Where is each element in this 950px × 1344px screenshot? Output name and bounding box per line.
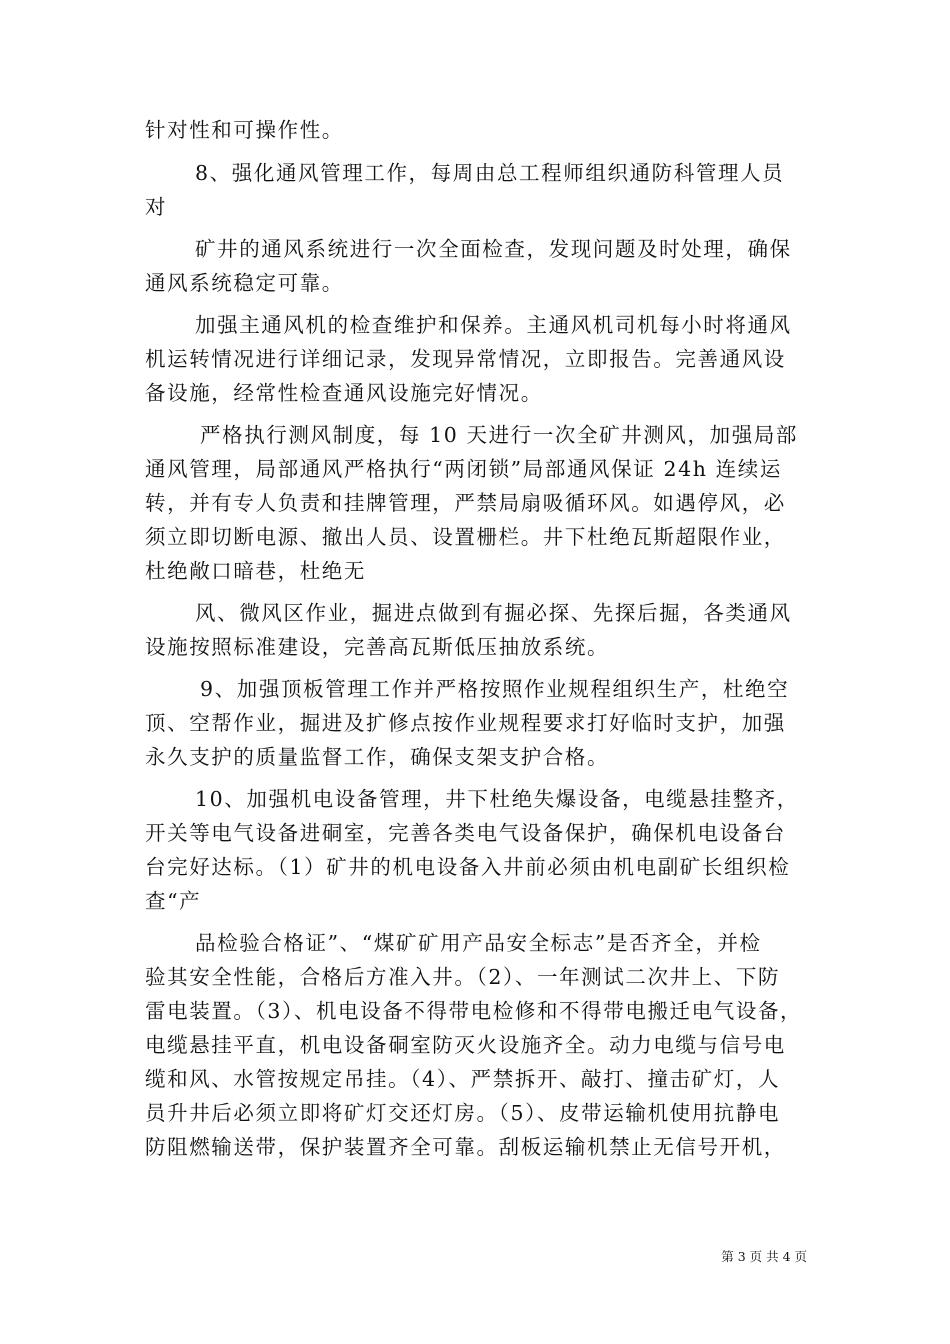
text-line: 设施按照标准建设，完善高瓦斯低压抽放系统。 xyxy=(145,635,610,659)
text-line: 须立即切断电源、撤出人员、设置栅栏。井下杜绝瓦斯超限作业， xyxy=(145,525,786,549)
text-line: 备设施，经常性检查通风设施完好情况。 xyxy=(145,381,543,405)
text-line: 风、微风区作业，掘进点做到有掘必探、先探后掘，各类通风 xyxy=(195,601,792,625)
text-line: 查“产 xyxy=(145,889,202,913)
text-line: 台完好达标。（1）矿井的机电设备入井前必须由机电副矿长组织检 xyxy=(145,855,791,879)
text-line: 杜绝敞口暗巷，杜绝无 xyxy=(145,559,366,583)
text-line: 矿井的通风系统进行一次全面检查，发现问题及时处理，确保 xyxy=(195,237,792,261)
text-line: 通风管理，局部通风严格执行“两闭锁”局部通风保证 24h 连续运 xyxy=(145,457,782,481)
text-line: 对 xyxy=(145,195,168,219)
text-line: 顶、空帮作业，掘进及扩修点按作业规程要求打好临时支护，加强 xyxy=(145,711,786,735)
text-line: 机运转情况进行详细记录，发现异常情况，立即报告。完善通风设 xyxy=(145,347,786,371)
text-line: 永久支护的质量监督工作，确保支架支护合格。 xyxy=(145,745,610,769)
text-line: 转，并有专人负责和挂牌管理，严禁局扇吸循环风。如遇停风，必 xyxy=(145,491,786,515)
text-line: 通风系统稳定可靠。 xyxy=(145,271,344,295)
text-line: 针对性和可操作性。 xyxy=(145,118,344,142)
text-line: 8、强化通风管理工作，每周由总工程师组织通防科管理人员 xyxy=(195,161,785,185)
text-line: 缆和风、水管按规定吊挂。（4）、严禁拆开、敲打、撞击矿灯，人 xyxy=(145,1067,781,1091)
text-line: 9、加强顶板管理工作并严格按照作业规程组织生产，杜绝空 xyxy=(200,677,790,701)
text-line: 严格执行测风制度，每 10 天进行一次全矿井测风，加强局部 xyxy=(200,423,799,447)
text-line: 验其安全性能，合格后方准入井。（2）、一年测试二次井上、下防 xyxy=(145,965,781,989)
text-line: 10、加强机电设备管理，井下杜绝失爆设备，电缆悬挂整齐， xyxy=(195,787,799,811)
text-line: 品检验合格证”、“煤矿矿用产品安全标志”是否齐全，并检 xyxy=(195,931,762,955)
page-number: 第 3 页 共 4 页 xyxy=(721,1249,807,1264)
text-line: 员升井后必须立即将矿灯交还灯房。（5）、皮带运输机使用抗静电 xyxy=(145,1101,781,1125)
text-line: 电缆悬挂平直，机电设备硐室防灭火设施齐全。动力电缆与信号电 xyxy=(145,1033,786,1057)
text-line: 开关等电气设备进硐室，完善各类电气设备保护，确保机电设备台 xyxy=(145,821,786,845)
text-line: 雷电装置。（3）、机电设备不得带电检修和不得带电搬迁电气设备， xyxy=(145,999,803,1023)
text-line: 防阻燃输送带，保护装置齐全可靠。刮板运输机禁止无信号开机， xyxy=(145,1135,786,1159)
text-line: 加强主通风机的检查维护和保养。主通风机司机每小时将通风 xyxy=(195,313,792,337)
